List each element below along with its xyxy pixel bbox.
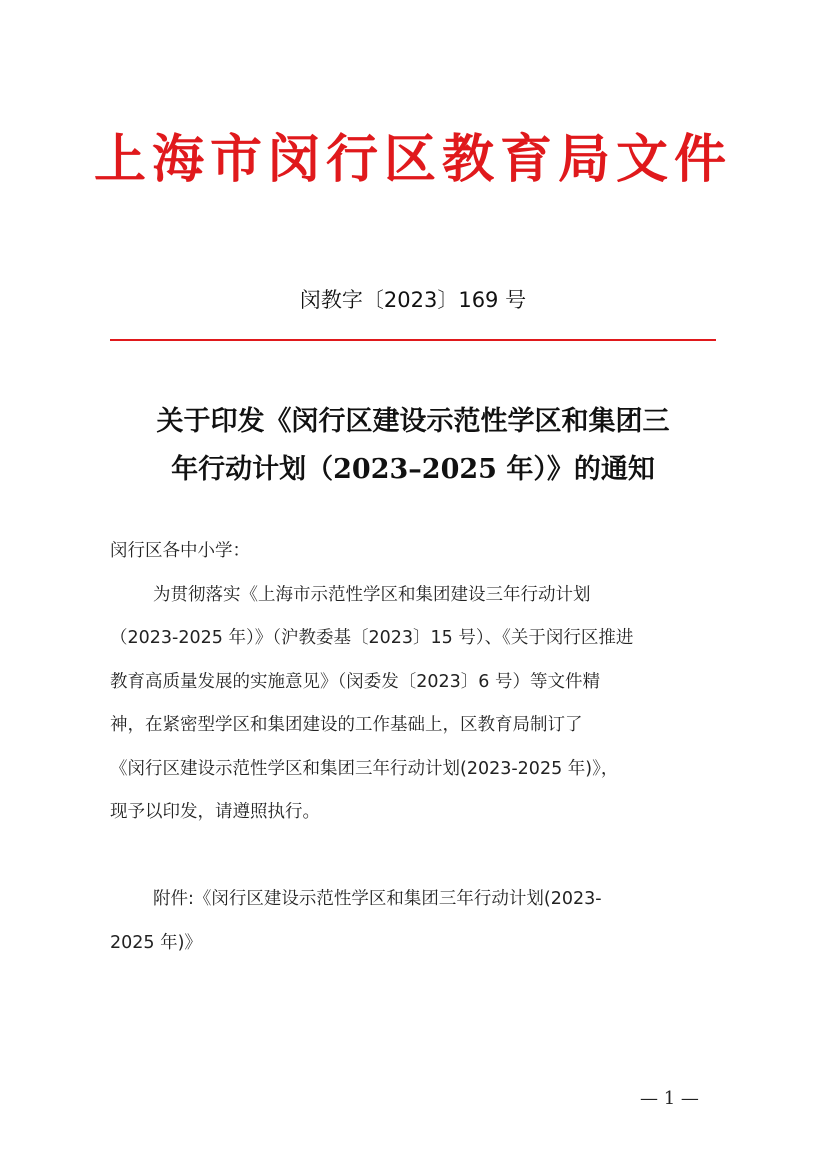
notice-title-line-2: 年行动计划（2023–2025 年）》的通知 bbox=[171, 454, 655, 485]
red-divider-line bbox=[110, 339, 716, 341]
body-line: 神，在紧密型学区和集团建设的工作基础上，区教育局制订了 bbox=[110, 715, 583, 735]
body-line: 现予以印发，请遵照执行。 bbox=[110, 802, 320, 822]
notice-title-line-1: 关于印发《闵行区建设示范性学区和集团三 bbox=[156, 406, 670, 437]
paragraph-gap bbox=[110, 835, 718, 879]
body-line: 为贯彻落实《上海市示范性学区和集团建设三年行动计划 bbox=[153, 584, 591, 605]
page-number: — 1 — bbox=[640, 1088, 699, 1109]
attachment-line: 附件:《闵行区建设示范性学区和集团三年行动计划(2023- bbox=[153, 889, 602, 909]
body-line: （2023-2025 年）》（沪教委基〔2023〕15 号）、《关于闵行区推进 bbox=[110, 628, 634, 648]
attachment-line: 2025 年)》 bbox=[110, 932, 202, 953]
document-number: 闵教字〔2023〕169 号 bbox=[299, 288, 527, 312]
body-line: 教育高质量发展的实施意见》（闵委发〔2023〕6 号）等文件精 bbox=[110, 671, 600, 692]
notice-title bbox=[100, 398, 726, 494]
salutation: 闵行区各中小学： bbox=[110, 541, 250, 561]
notice-body bbox=[110, 530, 718, 965]
masthead-title: 上海市闵行区教育局文件 bbox=[93, 129, 732, 190]
body-line: 《闵行区建设示范性学区和集团三年行动计划(2023-2025 年)》， bbox=[110, 758, 619, 779]
